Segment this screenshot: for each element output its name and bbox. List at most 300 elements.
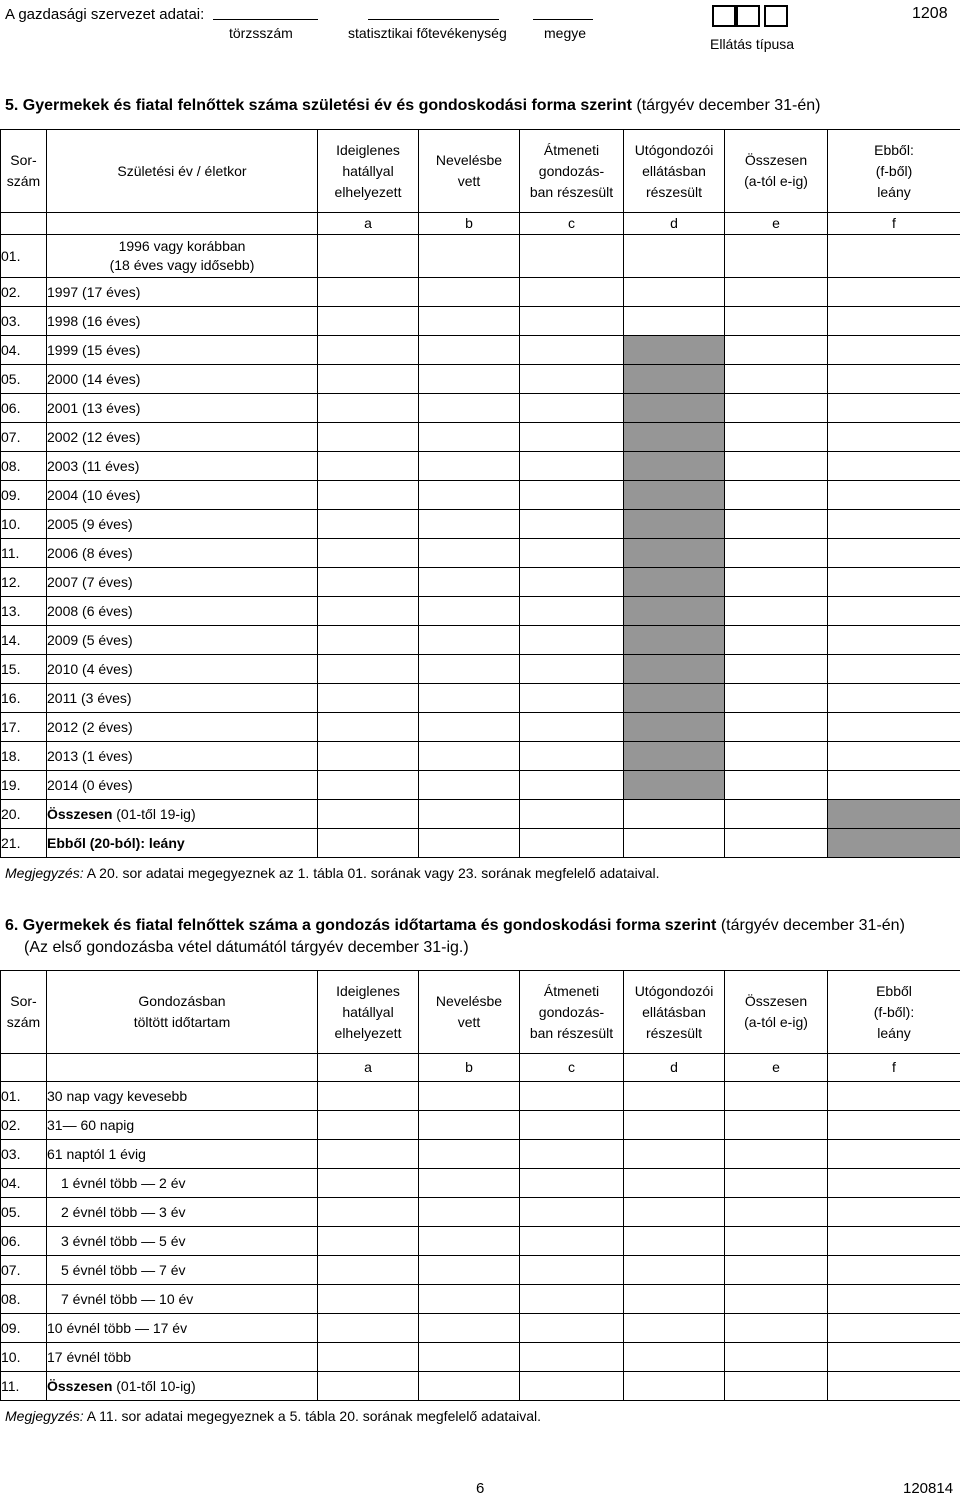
cell-e[interactable] xyxy=(725,235,828,278)
cell-d[interactable] xyxy=(624,1169,725,1198)
row-number: 14. xyxy=(1,626,47,655)
sec6-letter-b: b xyxy=(419,1054,520,1082)
cell-e[interactable] xyxy=(725,307,828,336)
row-number: 02. xyxy=(1,1111,47,1140)
row-label: 2013 (1 éves) xyxy=(47,742,318,771)
cell-d[interactable] xyxy=(624,800,725,829)
cell-c[interactable] xyxy=(520,1082,624,1111)
table-row xyxy=(1,235,960,278)
cell-f[interactable] xyxy=(828,510,960,539)
cell-f[interactable] xyxy=(828,481,960,510)
cell-e[interactable] xyxy=(725,278,828,307)
row-number: 18. xyxy=(1,742,47,771)
cell-f[interactable] xyxy=(828,742,960,771)
cell-c[interactable] xyxy=(520,336,624,365)
cell-b[interactable] xyxy=(419,1140,520,1169)
table-row xyxy=(1,829,960,858)
row-number: 20. xyxy=(1,800,47,829)
section6-title-text: Gyermekek és fiatal felnőttek száma a gondozás időtartama és gondoskodási forma szerint xyxy=(22,917,717,934)
row-label: 1997 (17 éves) xyxy=(47,278,318,307)
cell-a[interactable] xyxy=(318,1372,419,1401)
cell-f[interactable] xyxy=(828,1082,960,1111)
cell-c[interactable] xyxy=(520,394,624,423)
cell-e[interactable] xyxy=(725,1198,828,1227)
cell-e[interactable] xyxy=(725,394,828,423)
county-label: megye xyxy=(544,25,587,41)
sec6-hdr-col-b: Nevelésbe vett xyxy=(419,971,520,1054)
cell-f[interactable] xyxy=(828,1111,960,1140)
cell-d[interactable] xyxy=(624,1140,725,1169)
form-code: 120814 xyxy=(903,1480,954,1497)
cell-b[interactable] xyxy=(419,307,520,336)
cell-c[interactable] xyxy=(520,597,624,626)
cell-b[interactable] xyxy=(419,626,520,655)
cell-b[interactable] xyxy=(419,1082,520,1111)
cell-e[interactable] xyxy=(725,510,828,539)
cell-a[interactable] xyxy=(318,510,419,539)
row-number: 04. xyxy=(1,336,47,365)
cell-a[interactable] xyxy=(318,597,419,626)
cell-e[interactable] xyxy=(725,800,828,829)
table-row xyxy=(1,1198,960,1227)
cell-b[interactable] xyxy=(419,278,520,307)
cell-e[interactable] xyxy=(725,365,828,394)
cell-a[interactable] xyxy=(318,394,419,423)
cell-c[interactable] xyxy=(520,539,624,568)
cell-c[interactable] xyxy=(520,1343,624,1372)
cell-a[interactable] xyxy=(318,1227,419,1256)
cell-e[interactable] xyxy=(725,1314,828,1343)
cell-f[interactable] xyxy=(828,597,960,626)
row-label: 1996 vagy korábban (18 éves vagy idősebb) xyxy=(47,235,318,278)
row-label: 2003 (11 éves) xyxy=(47,452,318,481)
table-row xyxy=(1,771,960,800)
section5-title-suffix: (tárgyév december 31-én) xyxy=(636,97,821,114)
row-label: 61 naptól 1 évig xyxy=(47,1140,318,1169)
cell-f[interactable] xyxy=(828,423,960,452)
section6-header xyxy=(0,970,960,1054)
sec6-letter-e: e xyxy=(725,1054,828,1082)
section5-note: Megjegyzés: A 20. sor adatai megegyeznek az 1. tábla 01. sorának vagy 23. sorának megfelelő adataival. xyxy=(5,865,660,881)
sec5-letter-b: b xyxy=(419,213,520,235)
cell-c[interactable] xyxy=(520,713,624,742)
row-label: 17 évnél több xyxy=(47,1343,318,1372)
cell-b[interactable] xyxy=(419,394,520,423)
row-label: 30 nap vagy kevesebb xyxy=(47,1082,318,1111)
table-row xyxy=(1,1372,960,1401)
sec6-hdr-col-c: Átmeneti gondozás- ban részesült xyxy=(520,971,624,1054)
cell-d[interactable] xyxy=(624,1285,725,1314)
cell-c[interactable] xyxy=(520,771,624,800)
cell-e[interactable] xyxy=(725,626,828,655)
cell-d[interactable] xyxy=(624,1314,725,1343)
row-number: 08. xyxy=(1,452,47,481)
cell-b[interactable] xyxy=(419,452,520,481)
row-number: 09. xyxy=(1,481,47,510)
cell-a[interactable] xyxy=(318,235,419,278)
cell-d[interactable] xyxy=(624,1111,725,1140)
table-row xyxy=(1,1314,960,1343)
section5-title xyxy=(5,97,820,115)
table-row xyxy=(1,597,960,626)
cell-c[interactable] xyxy=(520,1140,624,1169)
cell-b[interactable] xyxy=(419,336,520,365)
cell-d-disabled xyxy=(624,510,725,539)
cell-c[interactable] xyxy=(520,1314,624,1343)
row-number: 02. xyxy=(1,278,47,307)
cell-a[interactable] xyxy=(318,1256,419,1285)
cell-a[interactable] xyxy=(318,1314,419,1343)
table-row xyxy=(1,1343,960,1372)
cell-d-disabled xyxy=(624,336,725,365)
cell-a[interactable] xyxy=(318,829,419,858)
cell-b[interactable] xyxy=(419,713,520,742)
cell-c[interactable] xyxy=(520,1198,624,1227)
cell-c[interactable] xyxy=(520,829,624,858)
cell-a[interactable] xyxy=(318,800,419,829)
sec5-hdr-col-e: Összesen (a-tól e-ig) xyxy=(725,130,828,213)
row-number: 07. xyxy=(1,1256,47,1285)
cell-f[interactable] xyxy=(828,1256,960,1285)
care-type-label: Ellátás típusa xyxy=(710,36,795,52)
cell-c[interactable] xyxy=(520,423,624,452)
cell-b[interactable] xyxy=(419,655,520,684)
main-activity-label: statisztikai főtevékenység xyxy=(348,25,507,41)
sec5-letter-e: e xyxy=(725,213,828,235)
cell-c[interactable] xyxy=(520,800,624,829)
sec6-hdr-col-e: Összesen (a-tól e-ig) xyxy=(725,971,828,1054)
table-row xyxy=(1,1082,960,1111)
cell-b[interactable] xyxy=(419,742,520,771)
row-label: 1 évnél több — 2 év xyxy=(47,1169,318,1198)
table-row xyxy=(1,568,960,597)
section6-title-suffix: (tárgyév december 31-én) xyxy=(720,917,905,934)
cell-b[interactable] xyxy=(419,235,520,278)
row-label: 3 évnél több — 5 év xyxy=(47,1227,318,1256)
cell-f[interactable] xyxy=(828,771,960,800)
row-number: 01. xyxy=(1,235,47,278)
cell-b[interactable] xyxy=(419,597,520,626)
section6-table xyxy=(0,1053,960,1401)
row-number: 10. xyxy=(1,510,47,539)
sec5-hdr-col-c: Átmeneti gondozás- ban részesült xyxy=(520,130,624,213)
cell-f[interactable] xyxy=(828,1198,960,1227)
cell-b[interactable] xyxy=(419,1372,520,1401)
cell-f[interactable] xyxy=(828,365,960,394)
cell-d[interactable] xyxy=(624,1372,725,1401)
cell-c[interactable] xyxy=(520,481,624,510)
cell-d-disabled xyxy=(624,452,725,481)
cell-a[interactable] xyxy=(318,452,419,481)
cell-a[interactable] xyxy=(318,1082,419,1111)
cell-e[interactable] xyxy=(725,597,828,626)
cell-b[interactable] xyxy=(419,829,520,858)
sec5-letter-a: a xyxy=(318,213,419,235)
cell-c[interactable] xyxy=(520,1227,624,1256)
cell-f[interactable] xyxy=(828,626,960,655)
row-label: 10 évnél több — 17 év xyxy=(47,1314,318,1343)
cell-d[interactable] xyxy=(624,1256,725,1285)
cell-f-disabled xyxy=(828,800,960,829)
cell-b[interactable] xyxy=(419,1198,520,1227)
cell-f[interactable] xyxy=(828,1372,960,1401)
row-number: 11. xyxy=(1,1372,47,1401)
cell-d[interactable] xyxy=(624,1343,725,1372)
cell-d-disabled xyxy=(624,394,725,423)
cell-c[interactable] xyxy=(520,1111,624,1140)
cell-c[interactable] xyxy=(520,365,624,394)
cell-f[interactable] xyxy=(828,1227,960,1256)
row-label: 31— 60 napig xyxy=(47,1111,318,1140)
cell-c[interactable] xyxy=(520,655,624,684)
care-type-box-1[interactable] xyxy=(712,5,736,27)
cell-d[interactable] xyxy=(624,307,725,336)
row-label: 2002 (12 éves) xyxy=(47,423,318,452)
cell-d-disabled xyxy=(624,423,725,452)
table-row xyxy=(1,684,960,713)
cell-a[interactable] xyxy=(318,481,419,510)
cell-e[interactable] xyxy=(725,1227,828,1256)
cell-e[interactable] xyxy=(725,742,828,771)
table-row xyxy=(1,1256,960,1285)
row-label: 7 évnél több — 10 év xyxy=(47,1285,318,1314)
table-row xyxy=(1,1169,960,1198)
cell-f[interactable] xyxy=(828,1314,960,1343)
table-row xyxy=(1,539,960,568)
cell-d[interactable] xyxy=(624,235,725,278)
sec6-letter-f: f xyxy=(828,1054,960,1082)
row-label: 1998 (16 éves) xyxy=(47,307,318,336)
cell-c[interactable] xyxy=(520,235,624,278)
cell-e[interactable] xyxy=(725,1372,828,1401)
cell-b[interactable] xyxy=(419,423,520,452)
row-number: 12. xyxy=(1,568,47,597)
cell-f[interactable] xyxy=(828,336,960,365)
cell-e[interactable] xyxy=(725,1140,828,1169)
sec5-hdr-col-d: Utógondozói ellátásban részesült xyxy=(624,130,725,213)
row-number: 11. xyxy=(1,539,47,568)
cell-c[interactable] xyxy=(520,307,624,336)
row-number: 08. xyxy=(1,1285,47,1314)
cell-a[interactable] xyxy=(318,1198,419,1227)
cell-e[interactable] xyxy=(725,713,828,742)
cell-d-disabled xyxy=(624,539,725,568)
row-label: Összesen (01-től 19-ig) xyxy=(47,800,318,829)
cell-e[interactable] xyxy=(725,1111,828,1140)
cell-c[interactable] xyxy=(520,510,624,539)
cell-f[interactable] xyxy=(828,307,960,336)
cell-c[interactable] xyxy=(520,568,624,597)
cell-a[interactable] xyxy=(318,336,419,365)
table-row xyxy=(1,481,960,510)
cell-b[interactable] xyxy=(419,1111,520,1140)
row-number: 16. xyxy=(1,684,47,713)
cell-c[interactable] xyxy=(520,1285,624,1314)
table-row xyxy=(1,1227,960,1256)
sec6-hdr-col-f: Ebből (f-ből): leány xyxy=(828,971,960,1054)
main-activity-field[interactable] xyxy=(368,19,499,20)
table-row xyxy=(1,278,960,307)
cell-a[interactable] xyxy=(318,423,419,452)
cell-c[interactable] xyxy=(520,626,624,655)
cell-b[interactable] xyxy=(419,1314,520,1343)
cell-d[interactable] xyxy=(624,829,725,858)
cell-a[interactable] xyxy=(318,684,419,713)
cell-b[interactable] xyxy=(419,1285,520,1314)
row-number: 04. xyxy=(1,1169,47,1198)
cell-a[interactable] xyxy=(318,1111,419,1140)
care-type-box-2[interactable] xyxy=(736,5,760,27)
row-number: 03. xyxy=(1,307,47,336)
row-label: 2005 (9 éves) xyxy=(47,510,318,539)
care-type-box-3[interactable] xyxy=(764,5,788,27)
cell-c[interactable] xyxy=(520,278,624,307)
cell-c[interactable] xyxy=(520,1256,624,1285)
cell-b[interactable] xyxy=(419,1256,520,1285)
cell-b[interactable] xyxy=(419,481,520,510)
cell-f[interactable] xyxy=(828,713,960,742)
sec6-hdr-col-d: Utógondozói ellátásban részesült xyxy=(624,971,725,1054)
cell-a[interactable] xyxy=(318,568,419,597)
cell-e[interactable] xyxy=(725,336,828,365)
cell-a[interactable] xyxy=(318,539,419,568)
cell-e[interactable] xyxy=(725,568,828,597)
cell-a[interactable] xyxy=(318,1169,419,1198)
table-row xyxy=(1,510,960,539)
cell-d-disabled xyxy=(624,771,725,800)
cell-f[interactable] xyxy=(828,1140,960,1169)
org-data-label: A gazdasági szervezet adatai: xyxy=(5,6,205,23)
cell-e[interactable] xyxy=(725,684,828,713)
cell-e[interactable] xyxy=(725,771,828,800)
cell-e[interactable] xyxy=(725,539,828,568)
cell-c[interactable] xyxy=(520,452,624,481)
table-row xyxy=(1,423,960,452)
cell-f[interactable] xyxy=(828,539,960,568)
row-label: 2014 (0 éves) xyxy=(47,771,318,800)
cell-f[interactable] xyxy=(828,235,960,278)
table-row xyxy=(1,713,960,742)
cell-e[interactable] xyxy=(725,1169,828,1198)
section6-note: Megjegyzés: A 11. sor adatai megegyeznek a 5. tábla 20. sorának megfelelő adataival. xyxy=(5,1408,541,1424)
cell-c[interactable] xyxy=(520,742,624,771)
cell-b[interactable] xyxy=(419,771,520,800)
cell-b[interactable] xyxy=(419,800,520,829)
cell-a[interactable] xyxy=(318,1343,419,1372)
cell-d[interactable] xyxy=(624,278,725,307)
cell-f[interactable] xyxy=(828,452,960,481)
sec5-hdr-col-f: Ebből: (f-ből) leány xyxy=(828,130,960,213)
row-number: 21. xyxy=(1,829,47,858)
cell-b[interactable] xyxy=(419,539,520,568)
row-label: 2007 (7 éves) xyxy=(47,568,318,597)
cell-c[interactable] xyxy=(520,1372,624,1401)
cell-f[interactable] xyxy=(828,1343,960,1372)
cell-a[interactable] xyxy=(318,307,419,336)
cell-f[interactable] xyxy=(828,568,960,597)
registry-number-label: törzsszám xyxy=(229,25,293,41)
cell-d-disabled xyxy=(624,568,725,597)
cell-e[interactable] xyxy=(725,1256,828,1285)
cell-c[interactable] xyxy=(520,1169,624,1198)
cell-f[interactable] xyxy=(828,1169,960,1198)
cell-b[interactable] xyxy=(419,1227,520,1256)
cell-a[interactable] xyxy=(318,1285,419,1314)
cell-f[interactable] xyxy=(828,684,960,713)
cell-f[interactable] xyxy=(828,278,960,307)
row-label: 2 évnél több — 3 év xyxy=(47,1198,318,1227)
cell-a[interactable] xyxy=(318,771,419,800)
cell-f-disabled xyxy=(828,829,960,858)
cell-f[interactable] xyxy=(828,1285,960,1314)
table-row xyxy=(1,800,960,829)
cell-b[interactable] xyxy=(419,1343,520,1372)
cell-d[interactable] xyxy=(624,1227,725,1256)
row-number: 06. xyxy=(1,1227,47,1256)
cell-a[interactable] xyxy=(318,278,419,307)
cell-b[interactable] xyxy=(419,510,520,539)
cell-b[interactable] xyxy=(419,684,520,713)
cell-f[interactable] xyxy=(828,394,960,423)
row-label: 2006 (8 éves) xyxy=(47,539,318,568)
table-row xyxy=(1,336,960,365)
row-number: 05. xyxy=(1,365,47,394)
cell-a[interactable] xyxy=(318,626,419,655)
cell-a[interactable] xyxy=(318,742,419,771)
cell-b[interactable] xyxy=(419,568,520,597)
cell-b[interactable] xyxy=(419,365,520,394)
section5-table xyxy=(0,212,960,858)
cell-e[interactable] xyxy=(725,829,828,858)
section5-number: 5. xyxy=(5,97,19,114)
cell-d[interactable] xyxy=(624,1082,725,1111)
row-label: 1999 (15 éves) xyxy=(47,336,318,365)
sec5-hdr-col-b: Nevelésbe vett xyxy=(419,130,520,213)
cell-b[interactable] xyxy=(419,1169,520,1198)
table-row xyxy=(1,626,960,655)
row-number: 19. xyxy=(1,771,47,800)
cell-d[interactable] xyxy=(624,1198,725,1227)
page-number: 6 xyxy=(476,1480,485,1497)
county-field[interactable] xyxy=(533,19,593,20)
cell-e[interactable] xyxy=(725,655,828,684)
registry-number-field[interactable] xyxy=(213,19,318,20)
sec6-hdr-col-a: Ideiglenes hatállyal elhelyezett xyxy=(318,971,419,1054)
cell-e[interactable] xyxy=(725,1285,828,1314)
cell-e[interactable] xyxy=(725,481,828,510)
cell-d-disabled xyxy=(624,481,725,510)
table-row xyxy=(1,307,960,336)
cell-a[interactable] xyxy=(318,365,419,394)
sec5-hdr-rownum: Sor- szám xyxy=(1,130,47,213)
cell-e[interactable] xyxy=(725,452,828,481)
row-label: Összesen (01-től 10-ig) xyxy=(47,1372,318,1401)
row-number: 07. xyxy=(1,423,47,452)
cell-a[interactable] xyxy=(318,1140,419,1169)
cell-c[interactable] xyxy=(520,684,624,713)
row-number: 05. xyxy=(1,1198,47,1227)
table-row xyxy=(1,1140,960,1169)
cell-e[interactable] xyxy=(725,1082,828,1111)
cell-a[interactable] xyxy=(318,655,419,684)
table-row xyxy=(1,452,960,481)
cell-e[interactable] xyxy=(725,1343,828,1372)
cell-a[interactable] xyxy=(318,713,419,742)
cell-f[interactable] xyxy=(828,655,960,684)
cell-e[interactable] xyxy=(725,423,828,452)
row-number: 13. xyxy=(1,597,47,626)
row-number: 06. xyxy=(1,394,47,423)
